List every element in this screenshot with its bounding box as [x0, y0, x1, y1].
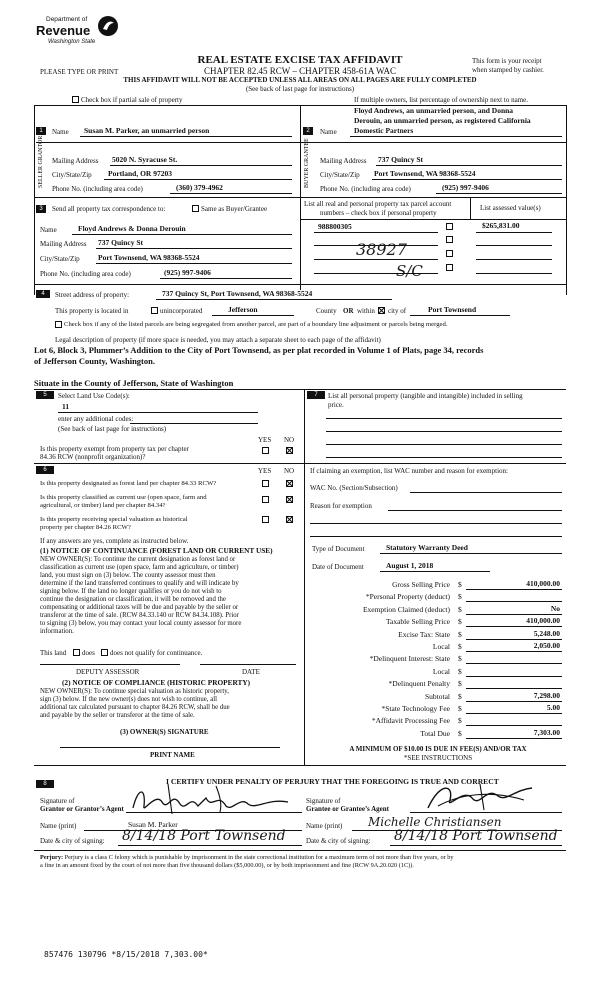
tax-row-line: [466, 713, 562, 714]
current-use-question-1: Is this property classified as current use (open space, farm and: [40, 494, 207, 501]
notice-line: transferor at the time of sale. (RCW 84.33.140 or RCW 84.34.108). Prior: [40, 612, 239, 619]
tax-row-label: *Delinquent Interest: State: [369, 654, 450, 664]
tax-row-line: [466, 701, 562, 702]
grantor-date-city: 8/14/18 Port Townsend: [122, 828, 286, 844]
grantor-sig-label-1: Signature of: [40, 797, 75, 805]
doc-type-label: Type of Document: [312, 545, 365, 553]
tax-phone: (925) 997-9406: [164, 268, 211, 277]
historic-question-2: property per chapter 84.26 RCW?: [40, 524, 131, 531]
partial-sale-label: Check box if partial sale of property: [81, 96, 183, 104]
tax-row-line: [466, 626, 562, 627]
grantor-date-city-label: Date & city of signing:: [40, 837, 105, 845]
notice-compliance-title: (2) NOTICE OF COMPLIANCE (HISTORIC PROPERTY): [62, 678, 251, 687]
does-qualify-checkbox[interactable]: [73, 649, 80, 656]
buyer-name-line2: Derouin, an unmarried person, as registered California: [354, 116, 531, 125]
buyer-grantee-side-label: BUYER GRANTEE: [304, 138, 310, 188]
parcel-1-personal-checkbox[interactable]: [446, 223, 453, 230]
historic-question-1: Is this property receiving special valuation as historical: [40, 516, 188, 523]
doc-date-label: Date of Document: [312, 563, 364, 571]
forest-land-question: Is this property designated as forest land per chapter 84.33 RCW?: [40, 480, 217, 487]
land-use-code: 11: [62, 402, 70, 411]
legal-desc-3: Situate in the County of Jefferson, State of Washington: [34, 378, 234, 388]
see-back-header: (See back of last page for instructions): [245, 85, 355, 93]
buyer-city-label: City/State/Zip: [320, 171, 360, 179]
property-county: Jefferson: [228, 305, 258, 314]
owner-signature-label: (3) OWNER(S) SIGNATURE: [120, 728, 209, 736]
tax-row-value: No: [550, 603, 560, 613]
county-label: County: [316, 307, 337, 315]
currency-sign: $: [458, 580, 462, 589]
dor-logo: [36, 14, 126, 52]
grantee-signature: [420, 780, 540, 814]
current-use-yes-checkbox[interactable]: [262, 496, 269, 503]
property-city: Port Townsend: [428, 305, 477, 314]
seller-mailing: 5020 N. Syracuse St.: [112, 155, 178, 164]
reason-exemption-label: Reason for exemption: [310, 502, 372, 510]
section-7-number: 7: [307, 391, 325, 399]
buyer-name-label: Name: [320, 128, 337, 136]
s5-yes-header: YES: [258, 436, 272, 444]
section-1-number: 1: [36, 127, 46, 135]
notice-line: land, you must sign on (3) below. The county assessor must then: [40, 572, 216, 579]
parcel-2-personal-checkbox[interactable]: [446, 236, 453, 243]
print-name-label: PRINT NAME: [150, 751, 195, 759]
perjury-line-2: a fine in an amount fixed by the court of not more than five thousand dollars ($5,000.00), or by both imprisonment and fine (RCW 9A.20.020 (1C)).: [40, 862, 414, 869]
buyer-mailing: 737 Quincy St: [378, 155, 424, 164]
grantee-print-name: Michelle Christiansen: [368, 815, 502, 829]
this-land-label: This land: [40, 649, 67, 657]
current-use-question-2: agricultural, or timber) land per chapter 84.34?: [40, 502, 166, 509]
land-use-see-back: (See back of last page for instructions): [58, 425, 167, 433]
warning-text: THIS AFFIDAVIT WILL NOT BE ACCEPTED UNLESS ALL AREAS ON ALL PAGES ARE FULLY COMPLETED: [123, 76, 477, 84]
currency-sign: $: [458, 728, 462, 738]
notice-line: classification as current use (open space, farm and agriculture, or timber): [40, 564, 239, 571]
tax-row-value: 410,000.00: [526, 616, 560, 626]
seller-city-label: City/State/Zip: [52, 171, 92, 179]
grantee-date-city-label: Date & city of signing:: [306, 837, 371, 845]
segregation-checkbox[interactable]: [55, 321, 62, 328]
wac-label: WAC No. (Section/Subsection): [310, 484, 398, 492]
seller-name: Susan M. Parker, an unmarried person: [84, 126, 210, 135]
historic-no-checkbox[interactable]: [286, 516, 293, 523]
buyer-mailing-label: Mailing Address: [320, 157, 367, 165]
tax-row-line: [466, 725, 562, 726]
receipt-note-2: when stamped by cashier.: [472, 66, 544, 74]
segregation-label: Check box if any of the listed parcels are being segregated from another parcel, are part of a boundary line adjustment or parcels being merged.: [64, 321, 448, 328]
notice-line: compensating or additional taxes will be due and payable by the seller or: [40, 604, 239, 611]
parcel-header-1: List all real and personal property tax parcel account: [304, 200, 452, 208]
parcel-4-personal-checkbox[interactable]: [446, 264, 453, 271]
current-use-no-checkbox[interactable]: [286, 496, 293, 503]
assessor-date-label: DATE: [242, 668, 260, 676]
grantor-sig-label-2: Grantor or Grantor’s Agent: [40, 805, 124, 813]
tax-row-label: Total Due: [420, 728, 450, 738]
see-instructions: *SEE INSTRUCTIONS: [403, 754, 473, 762]
form-subtitle: CHAPTER 82.45 RCW – CHAPTER 458-61A WAC: [204, 66, 396, 76]
currency-sign: $: [458, 617, 462, 627]
perjury-line-1: Perjury is a class C felony which is punishable by imprisonment in the state correctional institution for a maximum term of not more than five years, or by: [63, 854, 454, 861]
currency-sign: $: [458, 691, 462, 701]
notice-line: to signing (3) below, you may contact your local county assessor for more: [40, 620, 242, 627]
seller-phone: (360) 379-4962: [176, 183, 223, 192]
logo-swirl-icon: [96, 14, 120, 38]
perjury-text-1: [40, 854, 454, 862]
exemption-claim-label: If claiming an exemption, list WAC number and reason for exemption:: [310, 467, 508, 475]
street-label: Street address of property:: [55, 291, 130, 299]
personal-property-label-1: List all personal property (tangible and intangible) included in selling: [328, 392, 523, 400]
section-6-number: 6: [36, 466, 54, 474]
tax-name-label: Name: [40, 226, 57, 234]
please-type: PLEASE TYPE OR PRINT: [40, 68, 119, 76]
buyer-name-line3: Domestic Partners: [354, 126, 414, 135]
tax-row-label: Local: [432, 642, 450, 651]
seller-grantor-side-label: SELLER GRANTOR: [38, 135, 44, 188]
assessed-value: $265,831.00: [482, 221, 520, 230]
tax-row-label: Gross Selling Price: [392, 580, 450, 589]
does-not-label: does not qualify for continuance.: [110, 649, 203, 657]
tax-row-value: 7,298.00: [533, 690, 560, 700]
seller-city: Portland, OR 97203: [108, 169, 172, 178]
exempt-q1: Is this property exempt from property tax per chapter: [40, 445, 189, 453]
tax-row-value: 5,248.00: [533, 628, 560, 638]
form-title: REAL ESTATE EXCISE TAX AFFIDAVIT: [197, 54, 403, 66]
logo-line2: Revenue: [36, 23, 91, 38]
tax-row-label: *Delinquent Penalty: [388, 679, 450, 689]
notice-line: NEW OWNER(S): To continue the current designation as forest land or: [40, 556, 236, 563]
handwritten-initials: S/C: [396, 262, 423, 280]
does-label: does: [82, 649, 95, 657]
same-as-buyer-checkbox[interactable]: [192, 205, 199, 212]
buyer-phone-label: Phone No. (including area code): [320, 185, 411, 193]
within-city-checkbox[interactable]: [378, 307, 385, 314]
cashier-stamp: 857476 130796 *8/15/2018 7,303.00*: [44, 950, 208, 959]
grantor-name-print-label: Name (print): [40, 822, 77, 830]
notice-line: determine if the land transferred continues to qualify and will indicate by: [40, 580, 239, 587]
tax-mailing-label: Mailing Address: [40, 240, 87, 248]
notice-line: sign (3) below. If the new owner(s) does not wish to continue, all: [40, 696, 217, 703]
exempt-q2: 84.36 RCW (nonprofit organization)?: [40, 453, 146, 461]
located-label: This property is located in: [55, 307, 129, 315]
tax-name: Floyd Andrews & Donna Derouin: [78, 224, 186, 233]
section-3-number: 3: [36, 205, 46, 213]
tax-city-label: City/State/Zip: [40, 255, 80, 263]
currency-sign: $: [458, 666, 462, 676]
tax-row-line: [466, 589, 562, 590]
correspondence-label: Send all property tax correspondence to:: [52, 205, 166, 213]
multiple-owners-note: If multiple owners, list percentage of ownership next to name.: [354, 96, 528, 104]
tax-row-line: [466, 601, 562, 602]
doc-type: Statutory Warranty Deed: [386, 543, 468, 552]
doc-date: August 1, 2018: [386, 561, 434, 570]
grantor-signature: [128, 782, 298, 816]
tax-row-label: Taxable Selling Price: [385, 617, 450, 627]
buyer-name-line1: Floyd Andrews, an unmarried person, and Donna: [354, 106, 514, 115]
currency-sign: $: [458, 679, 462, 689]
currency-sign: $: [458, 592, 462, 602]
tax-row-label: Excise Tax: State: [398, 629, 450, 639]
tax-row-label: Exemption Claimed (deduct): [362, 604, 450, 614]
deputy-assessor-label: DEPUTY ASSESSOR: [76, 668, 140, 676]
tax-row-label: *Affidavit Processing Fee: [371, 716, 450, 726]
tax-row-line: [466, 663, 562, 664]
section-2-number: 2: [303, 127, 313, 135]
tax-mailing: 737 Quincy St: [98, 238, 144, 247]
currency-sign: $: [458, 642, 462, 651]
currency-sign: $: [458, 604, 462, 614]
exempt-no-checkbox[interactable]: [286, 447, 293, 454]
does-not-qualify-checkbox[interactable]: [101, 649, 108, 656]
legal-desc-label: Legal description of property (if more space is needed, you may attach a separate sheet to each page of the affidavit): [55, 336, 381, 344]
tax-city: Port Townsend, WA 98368-5524: [98, 253, 200, 262]
historic-yes-checkbox[interactable]: [262, 516, 269, 523]
section-8-number: 8: [36, 780, 54, 788]
parcel-number: 988800305: [318, 222, 352, 231]
unincorporated-label: unincorporated: [160, 307, 203, 315]
s6-no-header: NO: [284, 467, 295, 475]
tax-row-label: Local: [432, 666, 450, 676]
tax-row-value: 7,303.00: [533, 727, 560, 737]
assessed-header: List assessed value(s): [480, 204, 541, 212]
same-as-buyer-label: Same as Buyer/Grantee: [201, 205, 268, 213]
notice-line: signing below. If the land no longer qualifies or you do not wish to: [40, 588, 222, 595]
grantee-date-city: 8/14/18 Port Townsend: [394, 828, 558, 844]
tax-row-line: [466, 614, 562, 615]
exempt-yes-checkbox[interactable]: [262, 447, 269, 454]
property-street: 737 Quincy St, Port Townsend, WA 98368-5524: [162, 289, 313, 298]
or-label: OR: [343, 307, 354, 315]
legal-desc-2: of Jefferson County, Washington.: [34, 356, 155, 366]
section-5-number: 5: [36, 391, 54, 399]
if-yes-note: If any answers are yes, complete as instructed below.: [40, 537, 189, 545]
receipt-note-1: This form is your receipt: [472, 57, 542, 65]
logo-line1: Department of: [46, 16, 88, 23]
seller-mailing-label: Mailing Address: [52, 157, 99, 165]
additional-codes-label: enter any additional codes:: [58, 415, 134, 423]
s6-yes-header: YES: [258, 467, 272, 475]
within-label: within: [357, 307, 375, 315]
section-4-number: 4: [36, 290, 50, 298]
currency-sign: $: [458, 629, 462, 639]
partial-sale-checkbox[interactable]: [72, 96, 79, 103]
tax-row-value: 2,050.00: [533, 641, 560, 650]
grantee-sig-label-1: Signature of: [306, 797, 341, 805]
s5-no-header: NO: [284, 436, 295, 444]
handwritten-parcel-number: 38927: [356, 240, 407, 259]
notice-line: NEW OWNER(S): To continue special valuation as historic property,: [40, 688, 229, 695]
tax-row-value: 5.00: [546, 703, 560, 712]
personal-property-label-2: price.: [328, 401, 344, 409]
tax-row-label: *State Technology Fee: [381, 704, 450, 713]
notice-line: continue the designation or classification, it will be removed and the: [40, 596, 226, 603]
tax-row-line: [466, 651, 562, 652]
seller-phone-label: Phone No. (including area code): [52, 185, 143, 193]
notice-line: information.: [40, 628, 74, 635]
tax-row-value: 410,000.00: [526, 579, 560, 588]
land-use-label: Select Land Use Code(s):: [58, 392, 130, 400]
legal-desc-1: Lot 6, Block 3, Plummer’s Addition to the City of Port Townsend, as per plat recorded in Volume 1 of Plats, page 34, records: [34, 345, 484, 355]
minimum-fee-note: A MINIMUM OF $10.00 IS DUE IN FEE(S) AND/OR TAX: [349, 745, 527, 753]
notice-continuance-title: (1) NOTICE OF CONTINUANCE (FOREST LAND OR CURRENT USE): [40, 546, 273, 555]
perjury-label: Perjury:: [40, 854, 64, 861]
tax-phone-label: Phone No. (including area code): [40, 270, 131, 278]
unincorporated-checkbox[interactable]: [151, 307, 158, 314]
city-of-label: city of: [388, 307, 407, 315]
notice-line: additional tax calculated pursuant to chapter 84.26 RCW, shall be due: [40, 704, 230, 711]
parcel-3-personal-checkbox[interactable]: [446, 250, 453, 257]
currency-sign: $: [458, 704, 462, 713]
logo-line3: Washington State: [48, 39, 96, 45]
tax-row-line: [466, 676, 562, 677]
tax-row-label: Subtotal: [424, 691, 450, 701]
grantor-print-name: Susan M. Parker: [128, 820, 178, 829]
buyer-phone: (925) 997-9406: [442, 183, 489, 192]
tax-row-line: [466, 688, 562, 689]
tax-row-label: *Personal Property (deduct): [365, 592, 450, 602]
parcel-header-2: numbers – check box if personal property: [320, 209, 437, 217]
grantee-name-print-label: Name (print): [306, 822, 343, 830]
seller-name-label: Name: [52, 128, 69, 136]
buyer-city: Port Townsend, WA 98368-5524: [374, 169, 476, 178]
currency-sign: $: [458, 716, 462, 726]
tax-row-line: [466, 738, 562, 739]
forest-yes-checkbox[interactable]: [262, 480, 269, 487]
grantee-sig-label-2: Grantee or Grantee’s Agent: [306, 805, 390, 813]
currency-sign: $: [458, 654, 462, 664]
forest-no-checkbox[interactable]: [286, 480, 293, 487]
tax-row-line: [466, 639, 562, 640]
notice-line: and payable by the seller or transferor at the time of sale.: [40, 712, 195, 719]
certify-statement: I CERTIFY UNDER PENALTY OF PERJURY THAT THE FOREGOING IS TRUE AND CORRECT: [166, 777, 499, 786]
